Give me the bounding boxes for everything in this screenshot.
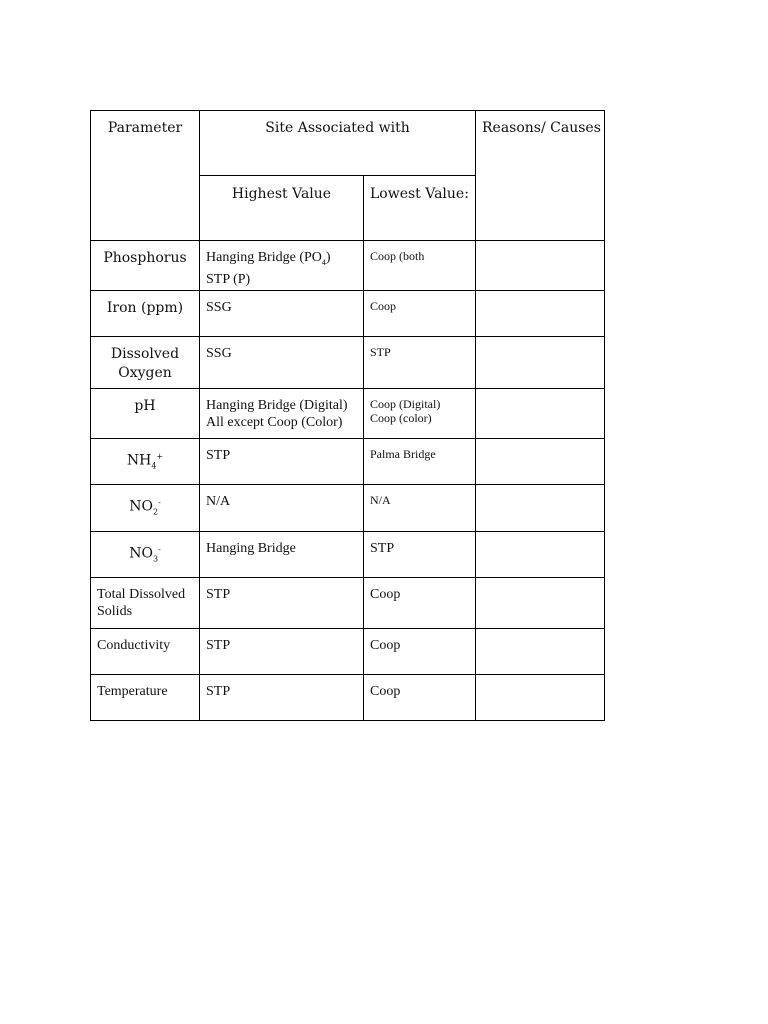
highest-line: STP (P) (206, 271, 251, 287)
param-cell (91, 241, 200, 291)
highest-line: STP (206, 448, 231, 463)
header-highest-text: Highest Value (231, 186, 332, 202)
lowest-cell (364, 629, 476, 675)
reasons-cell (476, 629, 605, 675)
param-name: Temperature (97, 684, 168, 699)
lowest-line: Coop (color) (370, 411, 432, 425)
highest-line: N/A (206, 494, 231, 509)
lowest-line: STP (370, 541, 395, 556)
table-row (91, 439, 605, 485)
highest-cell (200, 578, 364, 629)
lowest-cell (364, 337, 476, 389)
reasons-cell (476, 532, 605, 578)
table-row (91, 578, 605, 629)
highest-line: Hanging Bridge $(PO_4)$ (206, 250, 331, 267)
reasons-cell (476, 439, 605, 485)
reasons-cell (476, 389, 605, 439)
param-cell (91, 629, 200, 675)
reasons-cell (476, 578, 605, 629)
param-cell (91, 675, 200, 721)
param-cell (91, 337, 200, 389)
header-lowest-value (364, 176, 476, 241)
header-lowest-text: Lowest Value: (370, 186, 469, 202)
table-row (91, 629, 605, 675)
lowest-line: Coop (Digital) (370, 397, 441, 411)
subscript: 4 (321, 257, 326, 267)
highest-cell (200, 337, 364, 389)
param-name: Iron (ppm) (106, 300, 184, 316)
highest-cell (200, 532, 364, 578)
param-name: Total Dissolved (97, 587, 186, 602)
superscript: - (158, 498, 161, 507)
param-name: NH (126, 452, 152, 469)
param-name: Solids (97, 604, 133, 619)
highest-line: Hanging Bridge (Digital) (206, 398, 348, 413)
highest-line: SSG (206, 300, 232, 315)
param-cell (91, 485, 200, 532)
lowest-line: Coop (370, 587, 401, 602)
lowest-cell (364, 532, 476, 578)
param-cell (91, 578, 200, 629)
superscript: - (158, 545, 161, 554)
header-highest-value (200, 176, 364, 241)
param-cell (91, 291, 200, 337)
highest-line: STP (206, 684, 231, 699)
highest-cell (200, 291, 364, 337)
highest-line: SSG (206, 346, 232, 361)
reasons-cell (476, 241, 605, 291)
lowest-cell (364, 389, 476, 439)
table-row (91, 389, 605, 439)
lowest-line: Coop (370, 684, 401, 699)
highest-cell (200, 241, 364, 291)
header-parameter (91, 111, 200, 241)
lowest-cell (364, 241, 476, 291)
param-name: Oxygen (118, 365, 172, 381)
lowest-line: Palma Bridge (370, 447, 436, 461)
lowest-line: Coop (both (370, 249, 425, 263)
lowest-cell (364, 485, 476, 532)
param-cell (91, 532, 200, 578)
highest-cell (200, 485, 364, 532)
param-name: Conductivity (97, 638, 171, 653)
reasons-cell (476, 337, 605, 389)
table-row (91, 532, 605, 578)
param-name: Phosphorus (103, 250, 187, 266)
lowest-cell (364, 578, 476, 629)
highest-line: Hanging Bridge (206, 541, 296, 556)
param-name: Dissolved (110, 346, 180, 362)
highest-cell (200, 675, 364, 721)
subscript: 3 (152, 554, 159, 564)
lowest-line: Coop (370, 299, 397, 313)
highest-cell (200, 389, 364, 439)
parameters-table (90, 110, 605, 721)
table-row (91, 241, 605, 291)
subscript: 4 (151, 461, 157, 471)
highest-line: STP (206, 587, 231, 602)
param-name: pH (134, 398, 156, 414)
header-reasons-causes (476, 111, 605, 241)
header-parameter-text: Parameter (107, 120, 183, 136)
highest-cell (200, 439, 364, 485)
reasons-cell (476, 291, 605, 337)
superscript: + (156, 452, 164, 461)
subscript: 2 (152, 507, 159, 517)
lowest-line: N/A (370, 493, 391, 507)
param-name: NO (129, 498, 153, 515)
header-site-text: Site Associated with (265, 120, 410, 136)
reasons-cell (476, 485, 605, 532)
param-name: NO (129, 545, 153, 562)
lowest-cell (364, 675, 476, 721)
highest-cell (200, 629, 364, 675)
lowest-line: STP (370, 345, 391, 359)
param-cell (91, 439, 200, 485)
table-row (91, 337, 605, 389)
header-site-associated (200, 111, 476, 176)
lowest-line: Coop (370, 638, 401, 653)
highest-line: All except Coop (Color) (206, 415, 343, 430)
table-row (91, 485, 605, 532)
header-reasons-text: Reasons/ Causes (482, 120, 601, 136)
table-row (91, 291, 605, 337)
table-row (91, 675, 605, 721)
reasons-cell (476, 675, 605, 721)
lowest-cell (364, 439, 476, 485)
highest-line: STP (206, 638, 231, 653)
param-cell (91, 389, 200, 439)
lowest-cell (364, 291, 476, 337)
